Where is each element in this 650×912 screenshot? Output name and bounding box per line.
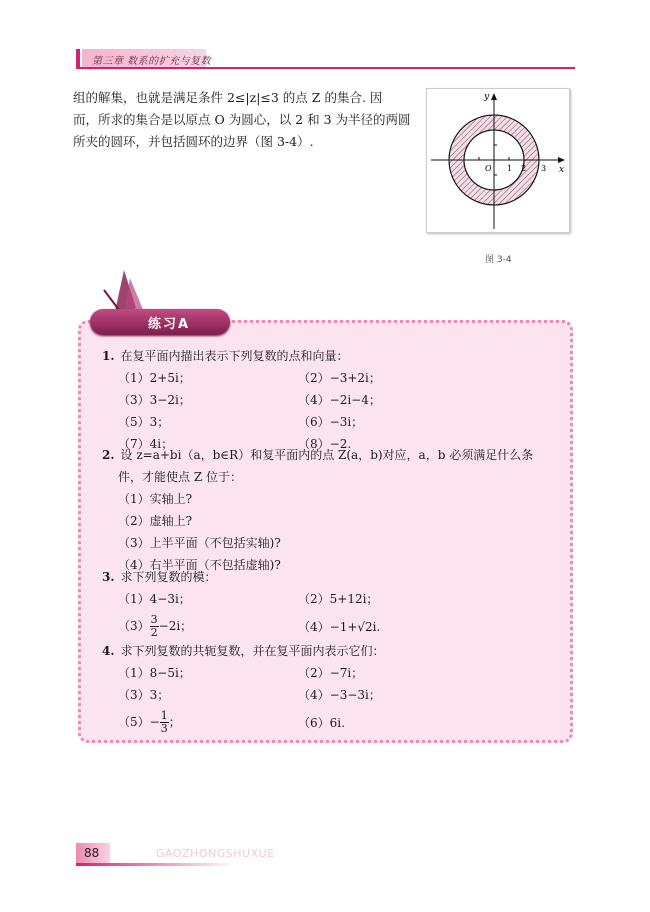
- svg-text:y: y: [484, 92, 490, 102]
- svg-text:3: 3: [541, 164, 547, 173]
- exercise-banner: [90, 309, 230, 335]
- answer-item: （1）2+5i；: [118, 371, 191, 385]
- answer-item: （8）−2.: [298, 437, 352, 451]
- question-number: 2.: [102, 448, 115, 462]
- svg-text:1: 1: [507, 164, 513, 173]
- question-number: 1.: [102, 349, 115, 363]
- annulus-diagram: [427, 89, 569, 232]
- question-number: 4.: [102, 644, 115, 658]
- answer-item: （3）3−2i；: [118, 393, 191, 407]
- answer-item: （6）−3i；: [298, 415, 364, 429]
- svg-text:x: x: [559, 165, 565, 175]
- exercise-title: 练习A: [148, 317, 191, 332]
- answer-item: （1）实轴上?: [118, 492, 193, 506]
- chapter-header: [76, 49, 571, 69]
- answer-item: （5）− $\frac{1}{3}$ ；: [118, 709, 181, 735]
- question-text: 设 z=a+bi（a，b∈R）和复平面内的点 Z(a，b)对应，a，b 必须满足什么条: [120, 448, 534, 462]
- exercise-question-3: [102, 566, 562, 639]
- svg-text:2: 2: [521, 164, 527, 173]
- svg-text:O: O: [485, 164, 492, 173]
- answer-item: （4）−3−3i；: [298, 688, 381, 702]
- footer-brand: GAOZHONGSHUXUE: [156, 847, 275, 860]
- answer-item: （6）6i.: [298, 715, 345, 730]
- question-number: 3.: [102, 570, 115, 584]
- answer-item: （4）−1+√2i.: [298, 619, 381, 634]
- exercise-question-2: [102, 444, 562, 576]
- page-footer: [76, 843, 275, 863]
- answer-item: （5）3；: [118, 415, 170, 429]
- annulus-figure: [426, 88, 570, 233]
- body-paragraph: [73, 87, 413, 153]
- question-text-cont: 件，才能使点 Z 位于：: [118, 470, 242, 484]
- footer-rule: [76, 863, 236, 866]
- question-text: 在复平面内描出表示下列复数的点和向量：: [120, 349, 349, 363]
- answer-item: （3） $\frac{3}{2}$ −2i；: [118, 613, 193, 639]
- answer-item: （2）5+12i；: [298, 592, 379, 606]
- question-text: 求下列复数的共轭复数，并在复平面内表示它们：: [120, 644, 385, 658]
- answer-item: （3）上半平面（不包括实轴)?: [118, 536, 281, 550]
- figure-caption: 图 3-4: [485, 255, 512, 265]
- answer-item: （2）−3+2i；: [298, 371, 381, 385]
- answer-item: （4）右半平面（不包括虚轴)?: [118, 558, 281, 572]
- answer-item: （1）4−3i；: [118, 592, 191, 606]
- paragraph-line: 所夹的圆环，并包括圆环的边界（图 3-4）.: [73, 134, 314, 149]
- paragraph-line: 而，所求的集合是以原点 O 为圆心，以 2 和 3 为半径的两圆: [73, 112, 411, 127]
- exercise-question-1: [102, 345, 562, 455]
- answer-item: （4）−2i−4；: [298, 393, 381, 407]
- header-accent: [76, 49, 80, 69]
- header-rule: [80, 67, 575, 69]
- paragraph-line: 组的解集，也就是满足条件 2≤|z|≤3 的点 Z 的集合. 因: [73, 90, 383, 105]
- answer-item: （2）−7i；: [298, 666, 364, 680]
- answer-item: （2）虚轴上?: [118, 514, 193, 528]
- question-text: 求下列复数的模：: [120, 570, 217, 584]
- chapter-title: 第三章 数系的扩充与复数: [92, 56, 212, 67]
- exercise-question-4: [102, 640, 562, 735]
- answer-item: （7）4i；: [118, 437, 174, 451]
- answer-item: （1）8−5i；: [118, 666, 191, 680]
- page-number: 88: [84, 846, 100, 860]
- answer-item: （3）3；: [118, 688, 170, 702]
- fraction: $\frac{3}{2}$: [150, 613, 158, 639]
- fraction: $\frac{1}{3}$: [160, 709, 168, 735]
